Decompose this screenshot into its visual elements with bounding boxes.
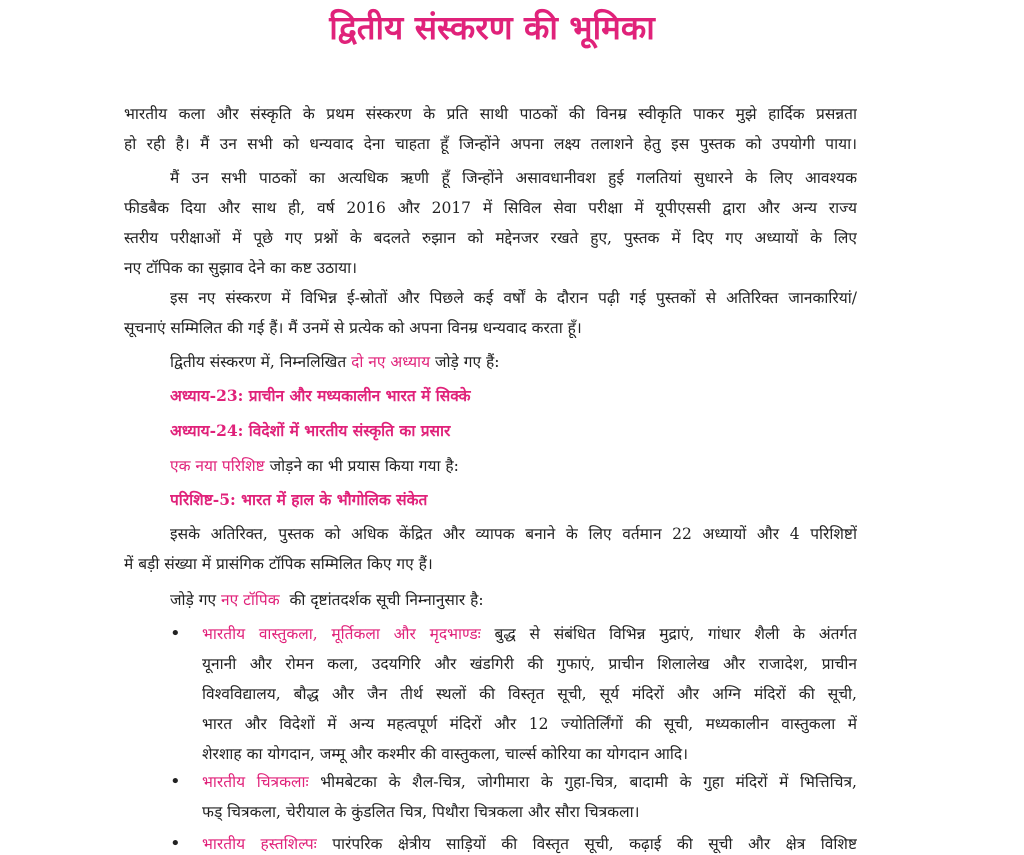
para2-line2: फीडबैक दिया और साथ ही, वर्ष 2016 और 2017 में सिविल सेवा परीक्षा में यूपीएससी द्वारा और अन्य राज्य	[124, 199, 857, 217]
bullet2-line2: फड् चित्रकला, चेरीयाल के कुंडलित चित्र, पिथौरा चित्रकला और सौरा चित्रकला।	[202, 803, 640, 821]
bullet-dot: •	[170, 623, 181, 644]
bullet1-line1	[202, 624, 857, 644]
chapter-23: अध्याय-23: प्राचीन और मध्यकालीन भारत में सिक्के	[170, 386, 471, 405]
bullet3-head: भारतीय हस्तशिल्पः	[202, 835, 317, 853]
bullet-dot: •	[170, 771, 181, 792]
page-title: द्वितीय संस्करण की भूमिका	[329, 8, 655, 47]
intro-highlight: दो नए अध्याय	[351, 353, 431, 371]
bullet1-line5: शेरशाह का योगदान, जम्मू और कश्मीर की वास्तुकला, चार्ल्स कोरिया का योगदान आदि।	[202, 745, 688, 763]
topics-intro-post: की दृष्टांतदर्शक सूची निम्नानुसार है:	[279, 591, 484, 609]
topics-intro	[170, 590, 857, 610]
bullet2-line1	[202, 772, 857, 792]
para2-line4: नए टॉपिक का सुझाव देने का कष्ट उठाया।	[124, 259, 358, 277]
appendix-post: जोड़ने का भी प्रयास किया गया है:	[264, 457, 459, 475]
bullet2-head: भारतीय चित्रकलाः	[202, 773, 309, 791]
new-chapters-intro	[170, 352, 857, 372]
para4-line2: में बड़ी संख्या में प्रासंगिक टॉपिक सम्मिलित किए गए हैं।	[124, 555, 433, 573]
para3-line2: सूचनाएं सम्मिलित की गई हैं। मैं उनमें से प्रत्येक को अपना विनम्र धन्यवाद करता हूँ।	[124, 319, 582, 337]
intro-post: जोड़े गए हैं:	[430, 353, 500, 371]
bullet3-rest: पारंपरिक क्षेत्रीय साड़ियों की विस्तृत सूची, कढ़ाई की सूची और क्षेत्र विशिष्ट	[316, 835, 857, 853]
topics-intro-pre: जोड़े गए	[170, 591, 221, 609]
bullet2-rest: भीमबेटका के शैल-चित्र, जोगीमारा के गुहा-चित्र, बादामी के गुहा मंदिरों में भित्तिचित्र,	[308, 773, 857, 791]
bullet1-line2: यूनानी और रोमन कला, उदयगिरि और खंडगिरी की गुफाएं, प्राचीन शिलालेख और राजादेश, प्राचीन	[202, 655, 857, 673]
chapter-24: अध्याय-24: विदेशों में भारतीय संस्कृति का प्रसार	[170, 421, 451, 440]
para4-line1: इसके अतिरिक्त, पुस्तक को अधिक केंद्रित और व्यापक बनाने के लिए वर्तमान 22 अध्यायों और 4 परिशिष्टों	[170, 525, 857, 543]
bullet3-line1	[202, 834, 857, 854]
new-appendix-intro	[170, 456, 857, 476]
bullet1-rest: बुद्ध से संबंधित विभिन्न मुद्राएं, गांधार शैली के अंतर्गत	[480, 625, 857, 643]
para3-line1: इस नए संस्करण में विभिन्न ई-स्रोतों और पिछले कई वर्षों के दौरान पढ़ी गई पुस्तकों से अतिरिक्त जानकारियां/	[170, 289, 857, 307]
bullet1-line4: भारत और विदेशों में अन्य महत्वपूर्ण मंदिरों और 12 ज्योतिर्लिंगों की सूची, मध्यकालीन वास्तुकला में	[202, 715, 857, 733]
bullet1-head: भारतीय वास्तुकला, मूर्तिकला और मृदभाण्डः	[202, 625, 481, 643]
para2-line1: मैं उन सभी पाठकों का अत्यधिक ऋणी हूँ जिन्होंने असावधानीवश हुई गलतियां सुधारने के लिए आवश्यक	[170, 169, 857, 187]
para2-line3: स्तरीय परीक्षाओं में पूछे गए प्रश्नों के बदलते रुझान को मद्देनजर रखते हुए, पुस्तक में दिए गए अध्यायों के लिए	[124, 229, 857, 247]
para1-line1: भारतीय कला और संस्कृति के प्रथम संस्करण के प्रति साथी पाठकों की विनम्र स्वीकृति पाकर मुझे हार्दिक प्रसन्नता	[124, 105, 857, 123]
bullet1-line3: विश्वविद्यालय, बौद्ध और जैन तीर्थ स्थलों की विस्तृत सूची, सूर्य मंदिरों और अग्नि मंदिरों की सूची,	[202, 685, 857, 703]
appendix-5: परिशिष्ट-5: भारत में हाल के भौगोलिक संकेत	[170, 490, 428, 509]
topics-intro-highlight: नए टॉपिक	[220, 591, 280, 609]
appendix-highlight: एक नया परिशिष्ट	[170, 457, 265, 475]
para1-line2: हो रही है। मैं उन सभी को धन्यवाद देना चाहता हूँ जिन्होंने अपना लक्ष्य तलाशने हेतु इस पुस्तक को उपयोगी पाया।	[124, 135, 857, 153]
intro-pre: द्वितीय संस्करण में, निम्नलिखित	[170, 353, 352, 371]
bullet-dot: •	[170, 833, 181, 854]
